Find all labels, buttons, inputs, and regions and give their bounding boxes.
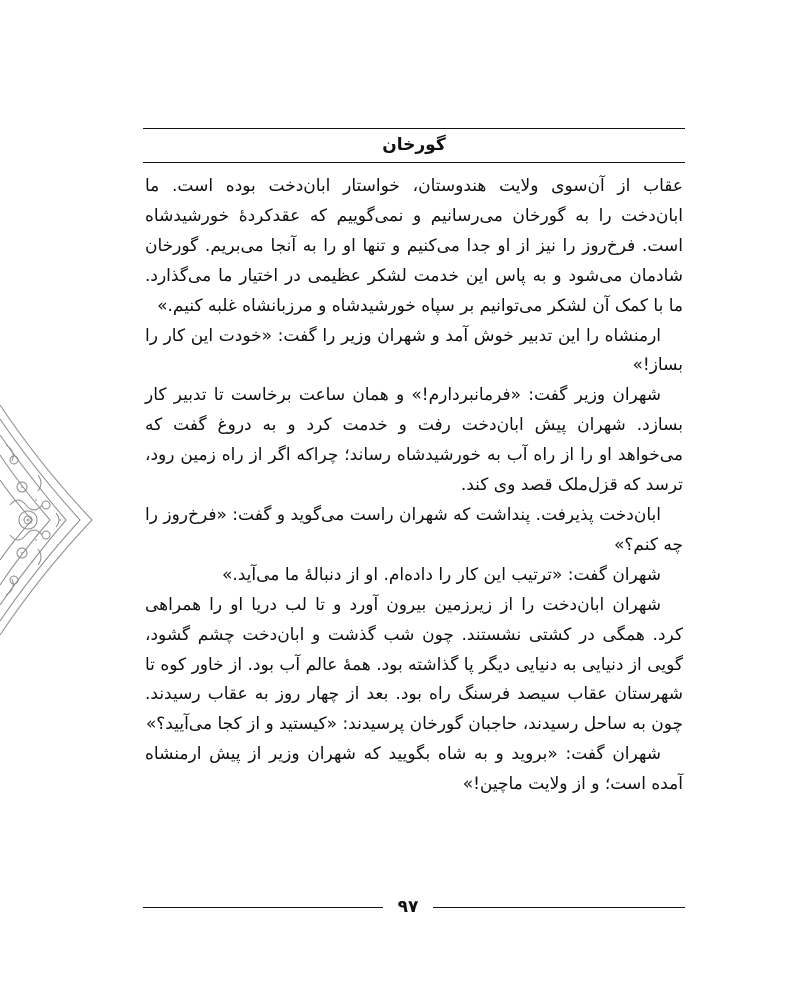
footer-rule-left [143, 907, 383, 908]
paragraph: ابان‌دخت پذیرفت. پنداشت که شهران راست می‌گوید و گفت: «فرخ‌روز را چه کنم؟» [145, 504, 683, 555]
body-text [145, 172, 683, 800]
arabesque-ornament-icon [0, 405, 95, 635]
paragraph: ارمنشاه را این تدبیر خوش آمد و شهران وزیر را گفت: «خودت این کار را بساز!» [145, 325, 683, 376]
header-rule-top [143, 128, 685, 129]
page-number: ۹۷ [397, 897, 419, 917]
paragraph: شهران وزیر گفت: «فرمانبردارم!» و همان ساعت برخاست تا تدبیر کار بسازد. شهران پیش ابان‌دخت رفت و خدمت کرد و به دروغ گفت که می‌خواهد او را از راه آب به خورشیدشاه رساند؛ چراکه اگر از راه زمین رود، ترسد که قزل‌ملک قصد وی کند. [145, 385, 683, 496]
paragraph: شهران ابان‌دخت را از زیرزمین بیرون آورد و تا لب دریا او را همراهی کرد. همگی در کشتی نشستند. چون شب گذشت و ابان‌دخت چشم گشود، گویی از دنیایی به دنیایی دیگر پا گذاشته بود. همهٔ عالم آب بود. از خاور کوه تا شهرستان عقاب سیصد فرسنگ راه بود. بعد از چهار روز به عقاب رسیدند. چون به ساحل رسیدند، حاجبان گورخان پرسیدند: «کیستید و از کجا می‌آیید؟» [145, 594, 683, 735]
header-rule-bottom [143, 162, 685, 163]
paragraph: عقاب از آن‌سوی ولایت هندوستان، خواستار ابان‌دخت بوده است. ما ابان‌دخت را به گورخان می‌رسانیم و نمی‌گوییم که عقدکردهٔ خورشیدشاه است. فرخ‌روز را نیز از او جدا می‌کنیم و تنها او را به آنجا می‌بریم. گورخان شادمان می‌شود و به پاس این خدمت لشکر عظیمی در اختیار ما می‌گذارد. ما با کمک آن لشکر می‌توانیم بر سپاه خورشیدشاه و مرزبانشاه غلبه کنیم.» [145, 176, 683, 316]
paragraph: شهران گفت: «بروید و به شاه بگویید که شهران وزیر از پیش ارمنشاه آمده است؛ و از ولایت ماچین!» [145, 744, 683, 795]
footer-rule-right [433, 907, 685, 908]
paragraph: شهران گفت: «ترتیب این کار را داده‌ام. او از دنبالهٔ ما می‌آید.» [221, 564, 661, 585]
running-head: گورخان [382, 135, 446, 155]
